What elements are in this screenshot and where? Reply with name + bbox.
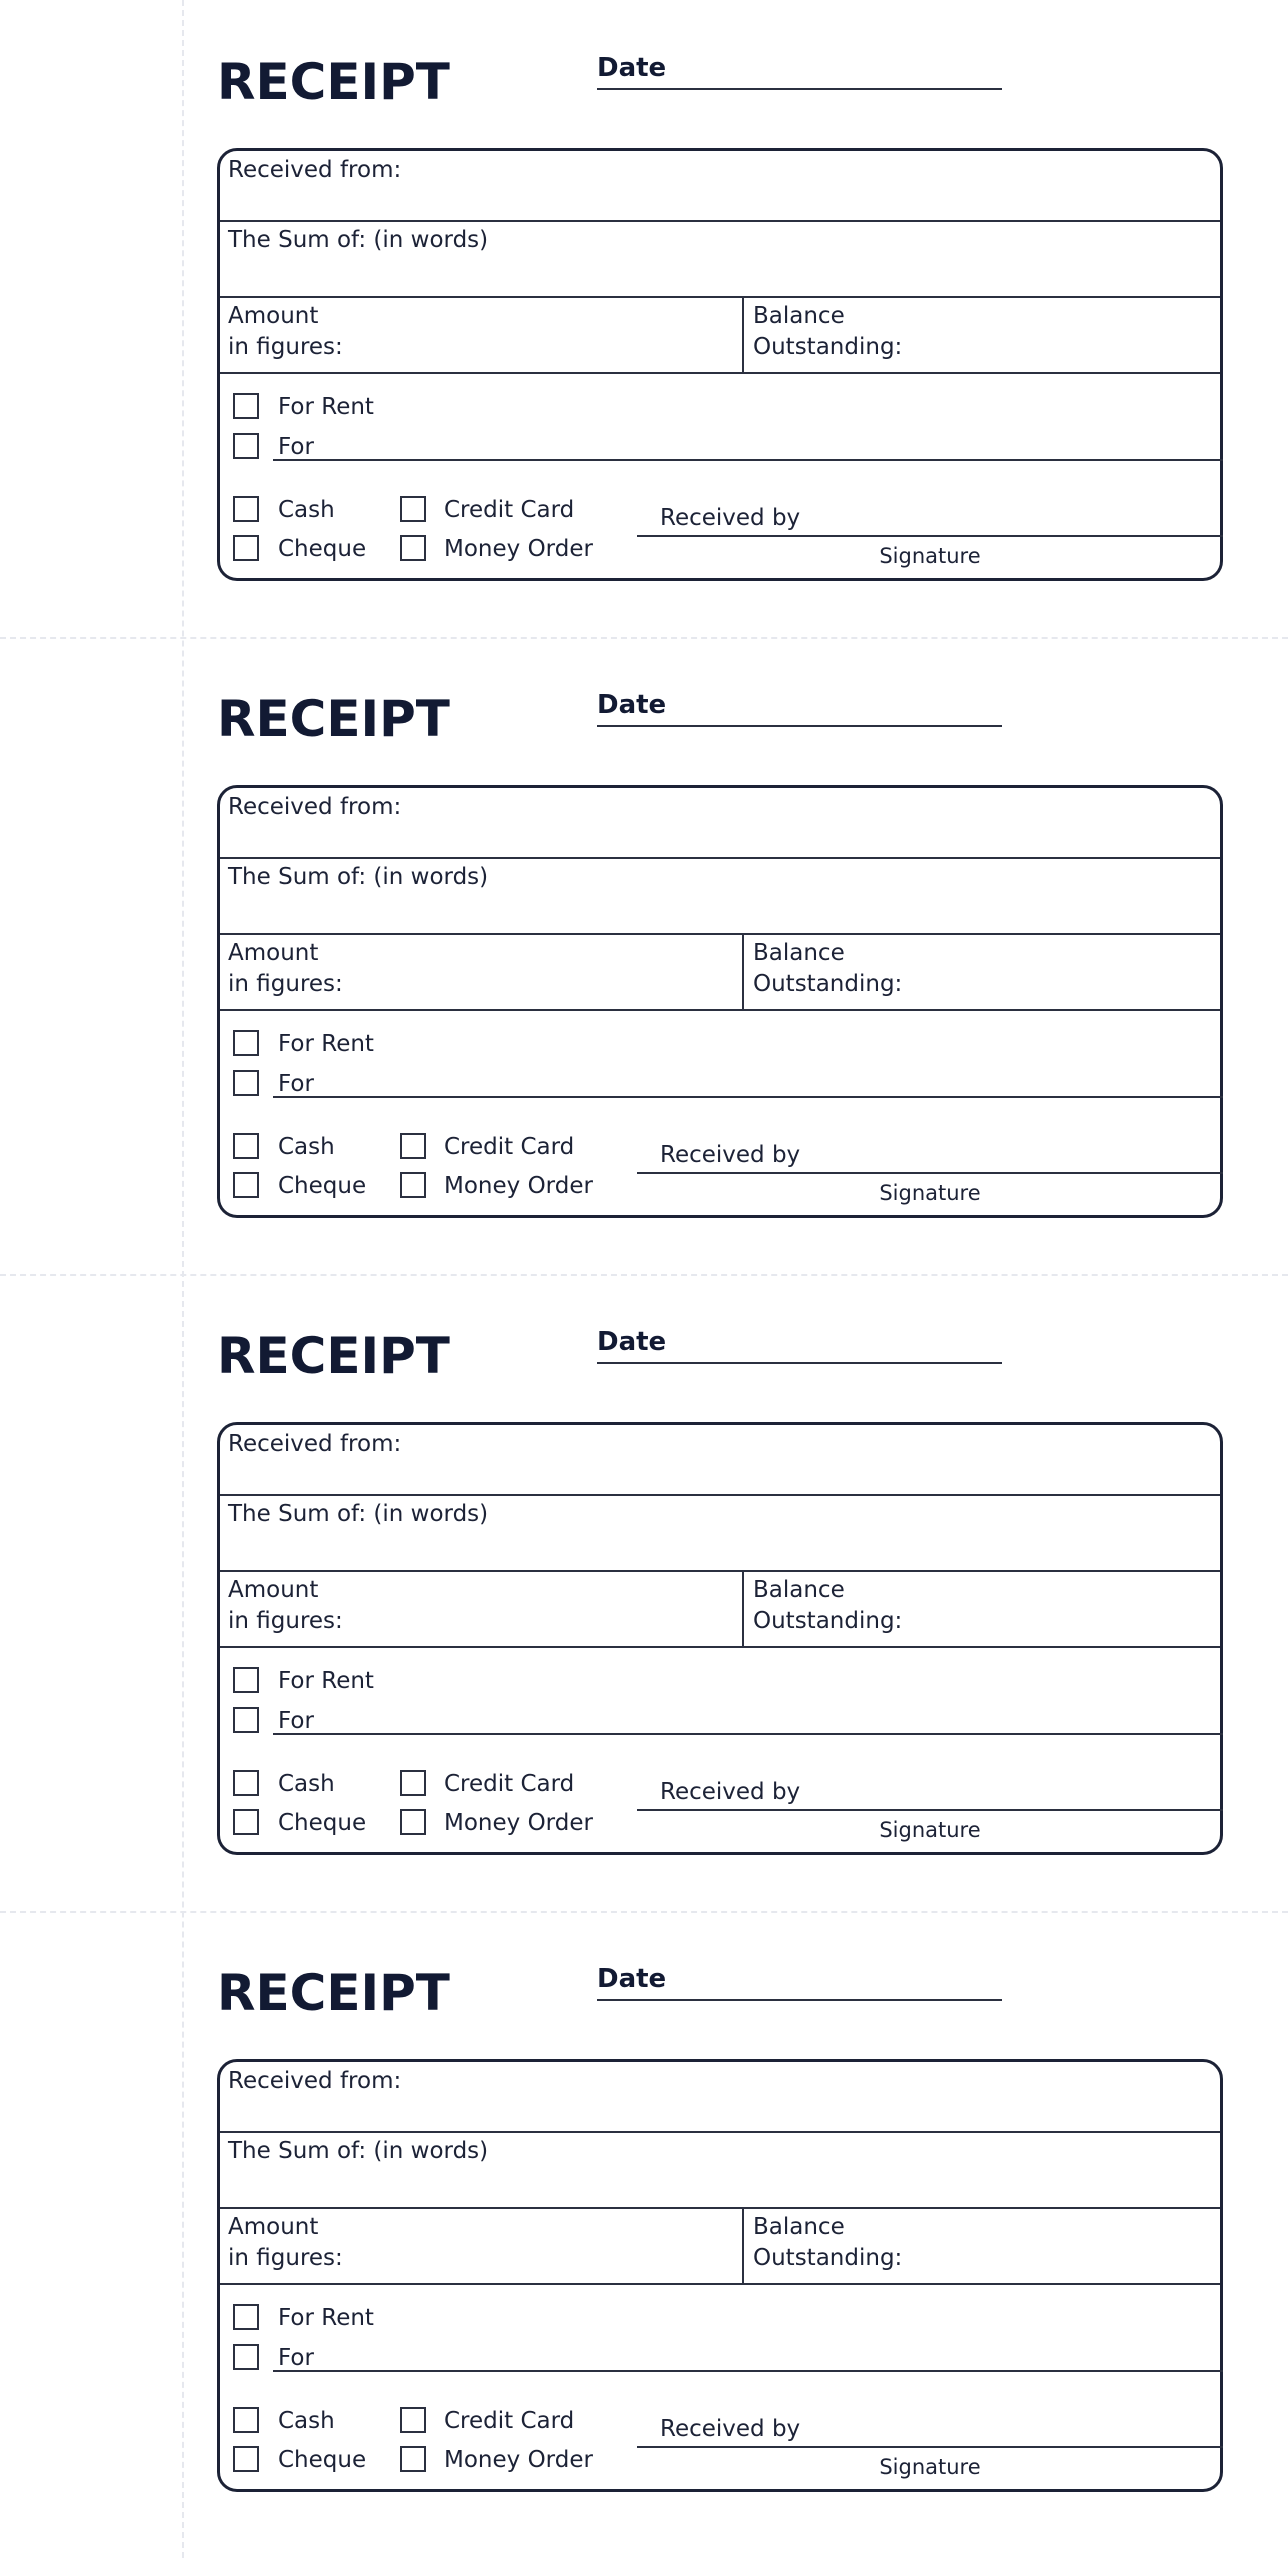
received-by-label: Received by (660, 1779, 801, 1805)
receipt-form (217, 148, 1223, 581)
for-line (273, 1096, 1223, 1098)
money-order-label: Money Order (444, 1173, 593, 1199)
date-line (597, 725, 1002, 727)
signature-label: Signature (879, 2455, 981, 2479)
for-rent-checkbox[interactable] (233, 1030, 259, 1056)
credit-card-label: Credit Card (444, 2408, 575, 2434)
row-divider (220, 1494, 1220, 1496)
for-rent-checkbox[interactable] (233, 2304, 259, 2330)
cheque-label: Cheque (278, 2447, 367, 2473)
date-field[interactable] (597, 689, 1002, 727)
date-line (597, 88, 1002, 90)
row-divider (220, 1009, 1220, 1011)
for-rent-label: For Rent (278, 2305, 374, 2331)
date-line (597, 1362, 1002, 1364)
cash-label: Cash (278, 1134, 335, 1160)
signature-label: Signature (879, 1818, 981, 1842)
for-checkbox[interactable] (233, 433, 259, 459)
date-label: Date (597, 53, 667, 83)
receipt-form (217, 785, 1223, 1218)
signature-line[interactable] (637, 535, 1223, 537)
money-order-checkbox[interactable] (400, 1172, 426, 1198)
money-order-checkbox[interactable] (400, 1809, 426, 1835)
balance-label-line2: Outstanding: (753, 334, 903, 360)
for-checkbox[interactable] (233, 2344, 259, 2370)
credit-card-checkbox[interactable] (400, 1133, 426, 1159)
cheque-checkbox[interactable] (233, 1809, 259, 1835)
amount-label-line1: Amount (228, 2214, 319, 2240)
column-divider (742, 297, 744, 374)
cheque-checkbox[interactable] (233, 535, 259, 561)
row-divider (220, 296, 1220, 298)
cash-label: Cash (278, 497, 335, 523)
cheque-label: Cheque (278, 1810, 367, 1836)
receipt-title: RECEIPT (217, 1964, 450, 2022)
balance-label-line2: Outstanding: (753, 2245, 903, 2271)
balance-label-line1: Balance (753, 940, 845, 966)
receipt-form (217, 1422, 1223, 1855)
for-rent-label: For Rent (278, 1668, 374, 1694)
credit-card-label: Credit Card (444, 1134, 575, 1160)
money-order-label: Money Order (444, 1810, 593, 1836)
for-line (273, 459, 1223, 461)
receipt (0, 1274, 1288, 1911)
receipt-title: RECEIPT (217, 1327, 450, 1385)
balance-label-line1: Balance (753, 1577, 845, 1603)
received-by-label: Received by (660, 1142, 801, 1168)
receipt-title: RECEIPT (217, 690, 450, 748)
row-divider (220, 933, 1220, 935)
sum-in-words-label: The Sum of: (in words) (228, 864, 489, 890)
signature-label: Signature (879, 1181, 981, 1205)
row-divider (220, 2207, 1220, 2209)
amount-label-line1: Amount (228, 1577, 319, 1603)
credit-card-label: Credit Card (444, 1771, 575, 1797)
cash-label: Cash (278, 1771, 335, 1797)
column-divider (742, 1571, 744, 1648)
amount-label-line1: Amount (228, 303, 319, 329)
balance-label-line2: Outstanding: (753, 1608, 903, 1634)
cheque-checkbox[interactable] (233, 1172, 259, 1198)
receipt (0, 0, 1288, 637)
column-divider (742, 2208, 744, 2285)
for-label: For (278, 1708, 314, 1734)
cash-label: Cash (278, 2408, 335, 2434)
for-rent-checkbox[interactable] (233, 393, 259, 419)
money-order-label: Money Order (444, 536, 593, 562)
sum-in-words-label: The Sum of: (in words) (228, 227, 489, 253)
amount-label-line2: in figures: (228, 1608, 343, 1634)
money-order-checkbox[interactable] (400, 535, 426, 561)
date-field[interactable] (597, 1963, 1002, 2001)
date-field[interactable] (597, 1326, 1002, 1364)
received-from-label: Received from: (228, 2068, 402, 2094)
for-label: For (278, 1071, 314, 1097)
date-label: Date (597, 1964, 667, 1994)
for-label: For (278, 2345, 314, 2371)
cash-checkbox[interactable] (233, 1770, 259, 1796)
money-order-checkbox[interactable] (400, 2446, 426, 2472)
row-divider (220, 1570, 1220, 1572)
received-by-label: Received by (660, 505, 801, 531)
receipt-form (217, 2059, 1223, 2492)
cash-checkbox[interactable] (233, 1133, 259, 1159)
for-rent-checkbox[interactable] (233, 1667, 259, 1693)
receipt-title: RECEIPT (217, 53, 450, 111)
signature-label: Signature (879, 544, 981, 568)
row-divider (220, 2283, 1220, 2285)
signature-line[interactable] (637, 2446, 1223, 2448)
receipt (0, 1911, 1288, 2548)
received-from-label: Received from: (228, 794, 402, 820)
for-line (273, 2370, 1223, 2372)
credit-card-checkbox[interactable] (400, 2407, 426, 2433)
cheque-checkbox[interactable] (233, 2446, 259, 2472)
amount-label-line1: Amount (228, 940, 319, 966)
cash-checkbox[interactable] (233, 2407, 259, 2433)
sum-in-words-label: The Sum of: (in words) (228, 2138, 489, 2164)
for-checkbox[interactable] (233, 1070, 259, 1096)
cheque-label: Cheque (278, 1173, 367, 1199)
amount-label-line2: in figures: (228, 334, 343, 360)
received-from-label: Received from: (228, 1431, 402, 1457)
received-by-label: Received by (660, 2416, 801, 2442)
row-divider (220, 220, 1220, 222)
receipt (0, 637, 1288, 1274)
date-line (597, 1999, 1002, 2001)
sum-in-words-label: The Sum of: (in words) (228, 1501, 489, 1527)
amount-label-line2: in figures: (228, 971, 343, 997)
signature-line[interactable] (637, 1809, 1223, 1811)
cash-checkbox[interactable] (233, 496, 259, 522)
row-divider (220, 2131, 1220, 2133)
date-label: Date (597, 690, 667, 720)
row-divider (220, 857, 1220, 859)
column-divider (742, 934, 744, 1011)
date-label: Date (597, 1327, 667, 1357)
for-rent-label: For Rent (278, 1031, 374, 1057)
balance-label-line1: Balance (753, 2214, 845, 2240)
received-from-label: Received from: (228, 157, 402, 183)
credit-card-checkbox[interactable] (400, 496, 426, 522)
balance-label-line2: Outstanding: (753, 971, 903, 997)
money-order-label: Money Order (444, 2447, 593, 2473)
for-rent-label: For Rent (278, 394, 374, 420)
for-line (273, 1733, 1223, 1735)
row-divider (220, 372, 1220, 374)
balance-label-line1: Balance (753, 303, 845, 329)
cheque-label: Cheque (278, 536, 367, 562)
for-checkbox[interactable] (233, 1707, 259, 1733)
amount-label-line2: in figures: (228, 2245, 343, 2271)
date-field[interactable] (597, 52, 1002, 90)
signature-line[interactable] (637, 1172, 1223, 1174)
row-divider (220, 1646, 1220, 1648)
credit-card-label: Credit Card (444, 497, 575, 523)
for-label: For (278, 434, 314, 460)
credit-card-checkbox[interactable] (400, 1770, 426, 1796)
